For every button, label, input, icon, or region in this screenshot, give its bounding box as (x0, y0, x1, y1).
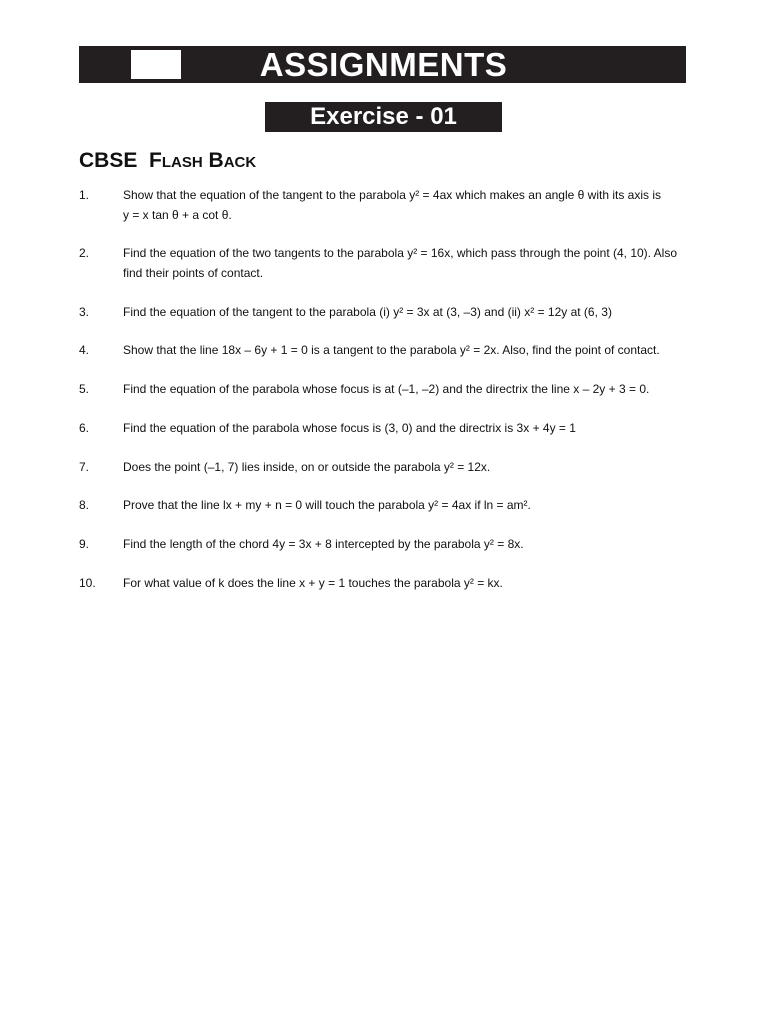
page-title: ASSIGNMENTS (259, 46, 508, 83)
question-text: For what value of k does the line x + y = 1 touches the parabola y² = kx. (123, 576, 503, 590)
section-back-initial: B (208, 149, 224, 172)
question-text: Does the point (–1, 7) lies inside, on or outside the parabola y² = 12x. (123, 460, 491, 474)
section-flash-rest: LASH (161, 154, 203, 171)
question-text: Find the equation of the two tangents to the parabola y² = 16x, which pass through the point (4, 10). Also find their points of contact. (123, 246, 678, 280)
question-number: 10. (79, 576, 96, 590)
section-heading (79, 148, 256, 176)
question-number: 5. (79, 382, 90, 396)
question-number: 2. (79, 246, 90, 260)
section-back-rest: ACK (223, 154, 257, 171)
question-text: Find the equation of the tangent to the parabola (i) y² = 3x at (3, –3) and (ii) x² = 12y at (6, 3) (123, 305, 612, 319)
question-number: 9. (79, 537, 90, 551)
section-cbse: CBSE (79, 149, 138, 172)
question-text: Show that the equation of the tangent to the parabola y² = 4ax which makes an angle θ with its axis is y = x tan θ + a cot θ. (123, 188, 661, 222)
question-text: Find the equation of the parabola whose focus is at (–1, –2) and the directrix the line x – 2y + 3 = 0. (123, 382, 650, 396)
question-number: 8. (79, 498, 90, 512)
question-number: 6. (79, 421, 90, 435)
question-text: Find the equation of the parabola whose focus is (3, 0) and the directrix is 3x + 4y = 1 (123, 421, 576, 435)
question-text: Show that the line 18x – 6y + 1 = 0 is a tangent to the parabola y² = 2x. Also, find the point of contact. (123, 343, 660, 357)
section-flash-initial: F (149, 149, 162, 172)
question-text: Prove that the line lx + my + n = 0 will touch the parabola y² = 4ax if ln = am². (123, 498, 531, 512)
question-number: 4. (79, 343, 90, 357)
question-number: 3. (79, 305, 90, 319)
question-number: 7. (79, 460, 90, 474)
exercise-label: Exercise - 01 (265, 102, 502, 132)
question-number: 1. (79, 188, 90, 202)
assignments-banner (79, 46, 686, 83)
question-text: Find the length of the chord 4y = 3x + 8 intercepted by the parabola y² = 8x. (123, 537, 524, 551)
